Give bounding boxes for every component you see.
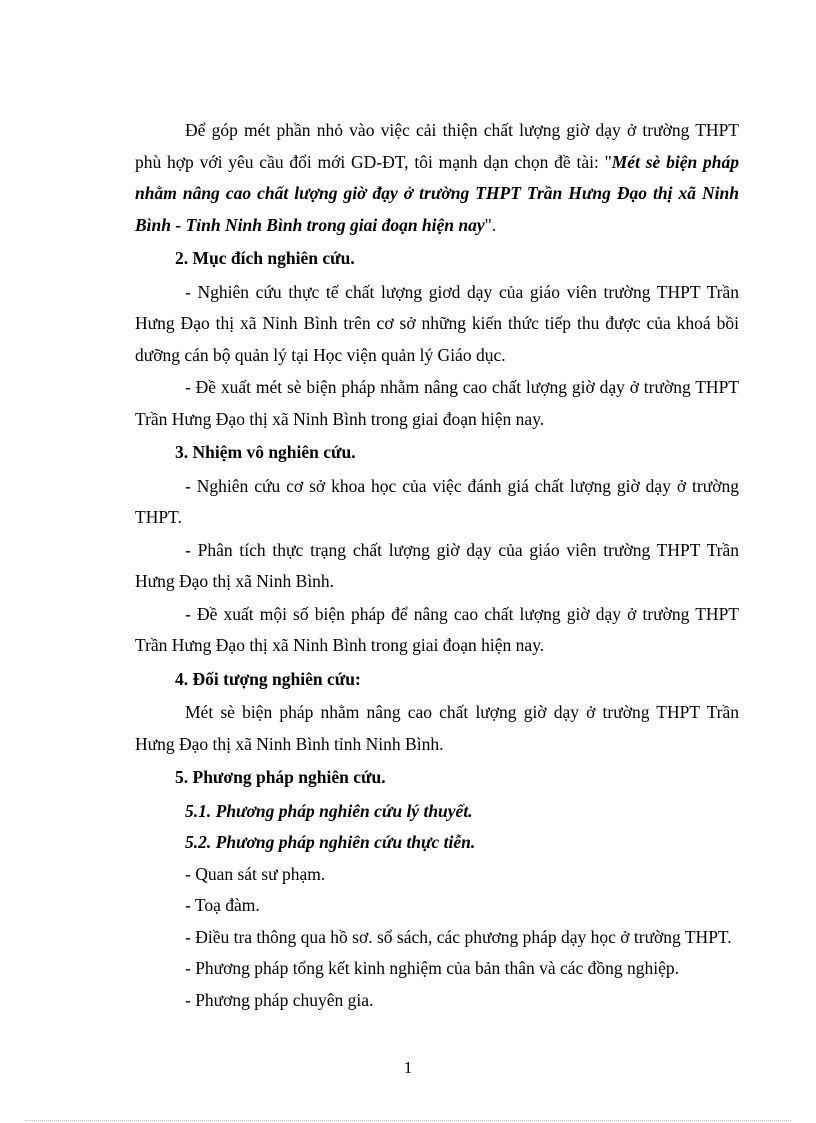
method-item: - Điều tra thông qua hồ sơ. sổ sách, các phương pháp dạy học ở trường THPT. (185, 926, 732, 947)
section-3-item: - Nghiên cứu cơ sở khoa học của việc đánh giá chất lượng giờ dạy ở trường THPT. (135, 475, 739, 527)
document-page (135, 115, 739, 1016)
method-item: - Quan sát sư phạm. (185, 863, 326, 884)
section-2-heading: 2. Mục đích nghiên cứu. (175, 248, 355, 268)
intro-text: Để góp mét phần nhỏ vào việc cải thiện chất lượng giờ dạy ở trường THPT phù hợp với yêu cầu đổi mới GD-ĐT, tôi mạnh dạn chọn đề tài: " (135, 120, 739, 172)
page-number: 1 (403, 1058, 413, 1077)
intro-paragraph (135, 115, 739, 241)
section-4-heading: 4. Đối tượng nghiên cứu: (175, 668, 361, 689)
method-item: - Phương pháp tổng kết kinh nghiệm của bản thân và các đồng nghiệp. (185, 958, 680, 978)
section-2-item: - Nghiên cứu thực tế chất lượng giơd dạy của giáo viên trường THPT Trần Hưng Đạo thị xã Ninh Bình trên cơ sở những kiến thức tiếp thu được của khoá bồi dưỡng cán bộ quản lý tại Học viện quản lý Giáo dục. (135, 281, 739, 365)
page-bottom-divider (25, 1120, 791, 1121)
section-5-heading: 5. Phương pháp nghiên cứu. (175, 767, 386, 787)
section-3-heading: 3. Nhiệm vô nghiên cứu. (175, 442, 356, 462)
section-2-item: - Đề xuất mét sè biện pháp nhằm nâng cao chất lượng giờ dạy ở trường THPT Trần Hưng Đạo thị xã Ninh Bình trong giai đoạn hiện nay. (135, 377, 739, 429)
section-5-1-subheading: 5.1. Phương pháp nghiên cứu lý thuyết. (185, 800, 473, 821)
section-3-item: - Đề xuất mội số biện pháp để nâng cao chất lượng giờ dạy ở trường THPT Trần Hưng Đạo thị xã Ninh Bình trong giai đoạn hiện nay. (135, 603, 739, 655)
section-3-item: - Phân tích thực trạng chất lượng giờ dạy của giáo viên trường THPT Trần Hưng Đạo thị xã Ninh Bình. (135, 539, 739, 591)
section-4-text: Mét sè biện pháp nhằm nâng cao chất lượng giờ dạy ở trường THPT Trần Hưng Đạo thị xã Ninh Bình tỉnh Ninh Bình. (135, 702, 739, 754)
section-5-2-subheading: 5.2. Phương pháp nghiên cứu thực tiễn. (185, 832, 476, 852)
method-item: - Phương pháp chuyên gia. (185, 989, 374, 1010)
method-item: - Toạ đàm. (185, 895, 260, 915)
intro-text-end: ". (484, 214, 497, 235)
thesis-title: Mét sè biện pháp nhằm nâng cao chất lượng giờ đạy ở trường THPT Trần Hưng Đạo thị xã Ninh Bình - Tỉnh Ninh Bình trong giai đoạn hiện nay (135, 151, 739, 235)
